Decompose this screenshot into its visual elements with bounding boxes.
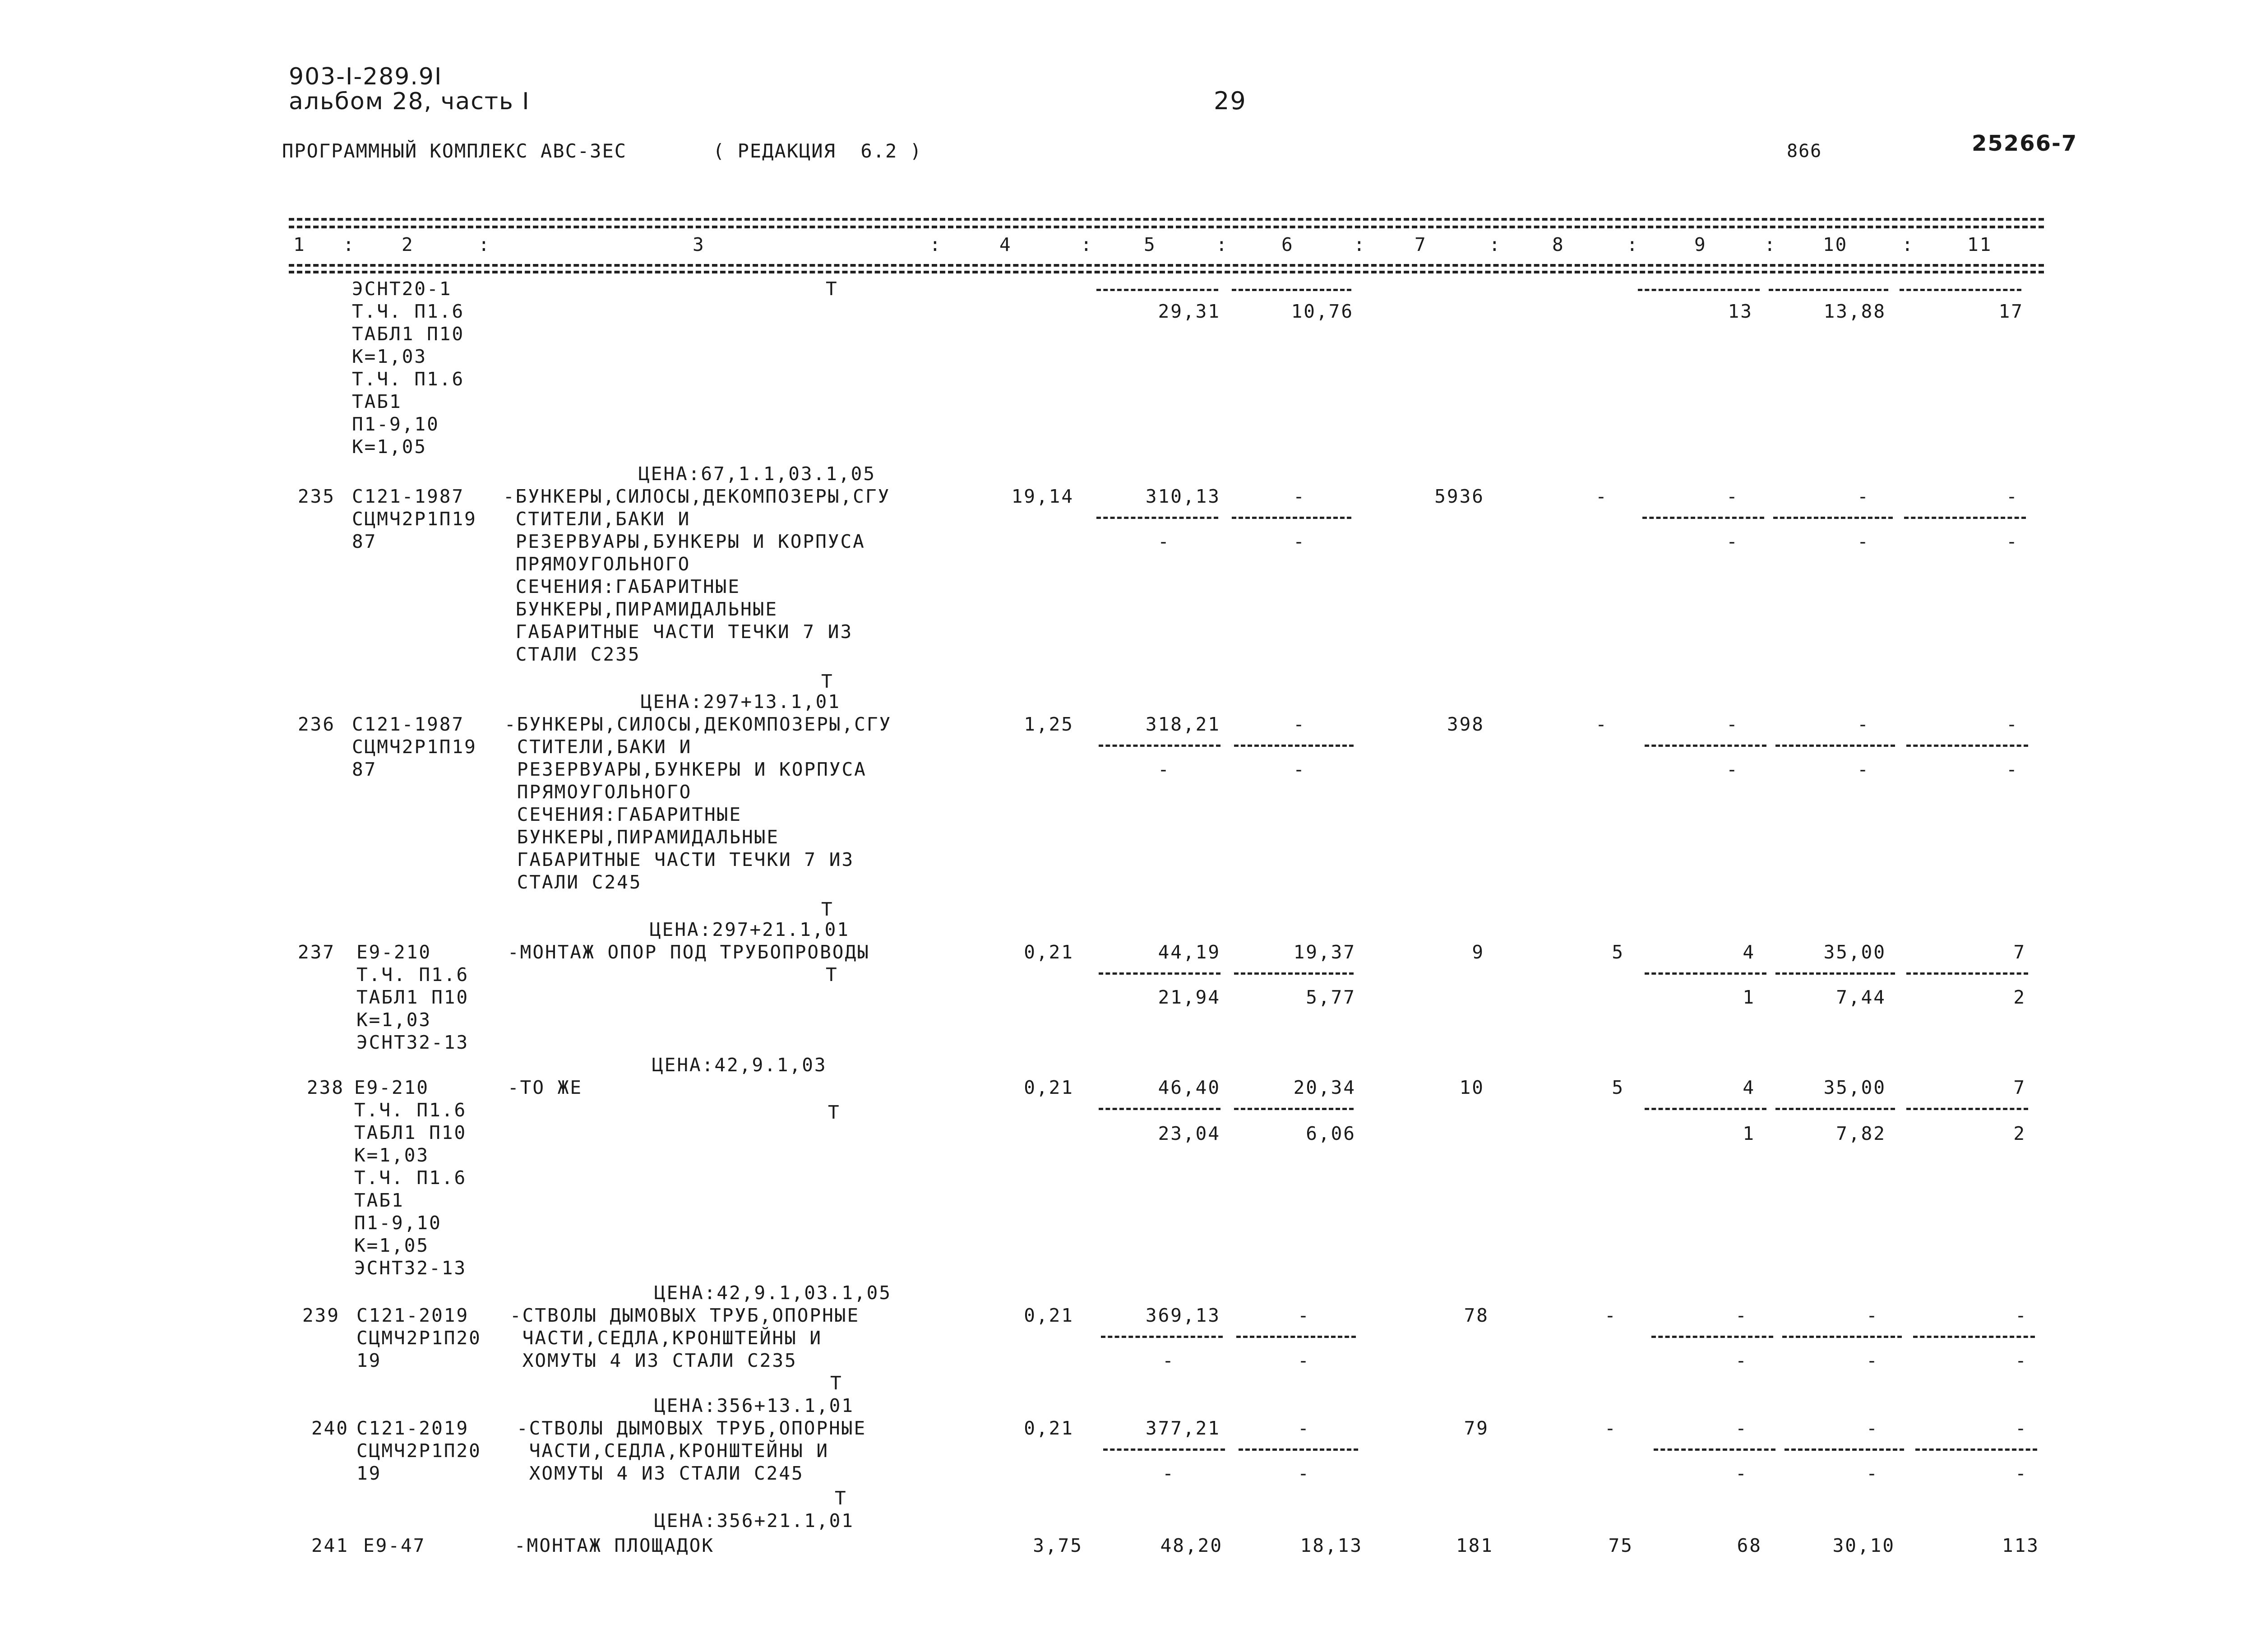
price-line: ЦЕНА:356+21.1,01 — [654, 1510, 854, 1532]
t-mark: Т — [828, 1101, 841, 1123]
price-line: ЦЕНА:67,1.1,03.1,05 — [638, 463, 876, 485]
t-mark: Т — [821, 671, 834, 692]
ref-866: 866 — [1787, 141, 1822, 162]
row-number: 236 — [298, 713, 336, 735]
price-line: ЦЕНА:42,9.1,03.1,05 — [654, 1282, 892, 1304]
description-cell: -МОНТАЖ ОПОР ПОД ТРУБОПРОВОДЫ — [508, 941, 870, 963]
header-bottom-rule-2 — [289, 271, 2044, 273]
row-number: 235 — [298, 486, 336, 507]
code-cell: ЭСНТ20-1 Т.Ч. П1.6 ТАБЛ1 П10 К=1,03 Т.Ч. П1.6 ТАБ1 П1-9,10 К=1,05 — [352, 278, 465, 458]
t-mark: Т — [826, 278, 838, 300]
col-6: 6 — [1281, 234, 1294, 255]
page-number: 29 — [1214, 87, 1247, 115]
code-cell: Е9-210 Т.Ч. П1.6 ТАБЛ1 П10 К=1,03 ЭСНТ32-13 — [356, 941, 469, 1053]
price-line: ЦЕНА:356+13.1,01 — [654, 1395, 854, 1416]
t-mark: Т — [821, 898, 834, 920]
code-cell: Е9-47 — [363, 1535, 426, 1556]
col-7: 7 — [1415, 234, 1427, 255]
col-10: 10 — [1823, 234, 1848, 255]
top-rule-2 — [289, 226, 2044, 228]
album-label: альбом 28, часть I — [289, 88, 530, 115]
table-area: 1 : 2 : 3 : 4 : 5 : 6 : 7 : 8 : 9 : 10 : 11 ЭСНТ20-1 Т.Ч. П1.6 ТАБЛ1 П10 К=1,03 Т.Ч. П1.6 ТАБ1 П1-9,10 К=1,05 Т 29,31 10,76 13 13,88 17 ЦЕНА:67,1.1,03.1,05 235 С121-1987 СЦМЧ2Р1П19 87 -БУНКЕРЫ,СИЛОСЫ,ДЕКОМПОЗЕРЫ,СГУ СТИТЕЛИ,БАКИ И РЕЗЕРВУАРЫ,БУНКЕРЫ И КОРПУСА ПРЯМОУГОЛЬНОГО СЕЧЕНИЯ:ГАБАРИТНЫЕ БУНКЕРЫ,ПИРАМИДАЛЬНЫЕ ГАБАРИТНЫЕ ЧАСТИ ТЕЧКИ 7 ИЗ СТАЛИ С235 Т 19,14 310,13 - 5936 - - - - - - - - - ЦЕНА:297+13.1,01 236 С121-1987 СЦМЧ2Р1П19 87 -БУНКЕРЫ,СИЛОСЫ,ДЕКОМПОЗЕРЫ,СГУ СТИТЕЛИ,БАКИ И РЕЗЕРВУАРЫ,БУНКЕРЫ И КОРПУСА ПРЯМОУГОЛЬНОГО СЕЧЕНИЯ:ГАБАРИТНЫЕ БУНКЕРЫ,ПИРАМИДАЛЬНЫЕ ГАБАРИТНЫЕ ЧАСТИ ТЕЧКИ 7 ИЗ СТАЛИ С245 Т 1,25 318,21 - 398 - - - - - - - - - ЦЕНА:297+21.1,01 237 Е9-210 Т.Ч. П1.6 ТАБЛ1 П10 К=1,03 ЭСНТ32-13 -МОНТАЖ ОПОР ПОД ТРУБОПРОВОДЫ Т 0,21 44,19 19,37 9 5 4 35,00 7 21,94 5,77 1 7,44 2 ЦЕНА:42,9.1,03 238 Е9-210 Т.Ч. П1.6 ТАБЛ1 П10 К=1,03 Т.Ч. П1.6 ТАБ1 П1-9,10 К=1,05 ЭСНТ32-13 -ТО ЖЕ Т 0,21 46,40 20,34 10 5 4 35,00 7 23,04 6,06 1 7,82 2 ЦЕНА:42,9.1,03.1,05 239 С121-2019 СЦМЧ2Р1П20 19 -СТВОЛЫ ДЫМОВЫХ ТРУБ,ОПОРНЫЕ ЧАСТИ,СЕДЛА,КРОНШТЕЙНЫ И ХОМУТЫ 4 ИЗ СТАЛИ С235 Т 0,21 369,13 - 78 - - - - - - - - - ЦЕНА:356+13.1,01 240 С121-2019 СЦМЧ2Р1П20 19 -СТВОЛЫ ДЫМОВЫХ ТРУБ,ОПОРНЫЕ ЧАСТИ,СЕДЛА,КРОНШТЕЙНЫ И ХОМУТЫ 4 ИЗ СТАЛИ С245 Т 0,21 377,21 - 79 - - - - - - - - - ЦЕНА:356+21.1,01 241 Е9-47 -МОНТАЖ ПЛОЩАДОК 3,75 48,20 18,13 181 75 68 30,10 113 — [289, 61, 2256, 1640]
code-cell: С121-2019 СЦМЧ2Р1П20 19 — [356, 1417, 481, 1484]
doc-code: 903-I-289.9I — [289, 63, 443, 90]
t-mark: Т — [826, 964, 838, 986]
col-11: 11 — [1967, 234, 1992, 255]
header-bottom-rule-1 — [289, 264, 2044, 267]
col-2: 2 — [402, 234, 414, 255]
edition-label: ( РЕДАКЦИЯ 6.2 ) — [713, 140, 922, 162]
t-mark: Т — [830, 1372, 843, 1394]
price-line: ЦЕНА:42,9.1,03 — [652, 1054, 827, 1076]
description-cell: -ТО ЖЕ — [508, 1077, 583, 1098]
price-line: ЦЕНА:297+21.1,01 — [650, 919, 850, 940]
price-line: ЦЕНА:297+13.1,01 — [641, 691, 841, 713]
description-cell: -СТВОЛЫ ДЫМОВЫХ ТРУБ,ОПОРНЫЕ ЧАСТИ,СЕДЛА,КРОНШТЕЙНЫ И ХОМУТЫ 4 ИЗ СТАЛИ С235 — [510, 1305, 860, 1371]
col-9: 9 — [1694, 234, 1707, 255]
description-cell: -СТВОЛЫ ДЫМОВЫХ ТРУБ,ОПОРНЫЕ ЧАСТИ,СЕДЛА,КРОНШТЕЙНЫ И ХОМУТЫ 4 ИЗ СТАЛИ С245 — [517, 1417, 867, 1484]
col-8: 8 — [1552, 234, 1565, 255]
code-cell: Е9-210 Т.Ч. П1.6 ТАБЛ1 П10 К=1,03 Т.Ч. П1.6 ТАБ1 П1-9,10 К=1,05 ЭСНТ32-13 — [354, 1077, 467, 1279]
col-1: 1 — [293, 234, 306, 255]
program-title: ПРОГРАММНЫЙ КОМПЛЕКС АВС-3ЕС — [282, 140, 627, 162]
row-number: 238 — [307, 1077, 345, 1098]
row-number: 241 — [311, 1535, 349, 1556]
code-cell: С121-1987 СЦМЧ2Р1П19 87 — [352, 486, 477, 552]
description-cell: -БУНКЕРЫ,СИЛОСЫ,ДЕКОМПОЗЕРЫ,СГУ СТИТЕЛИ,БАКИ И РЕЗЕРВУАРЫ,БУНКЕРЫ И КОРПУСА ПРЯМОУГОЛЬНОГО СЕЧЕНИЯ:ГАБАРИТНЫЕ БУНКЕРЫ,ПИРАМИДАЛЬНЫЕ ГАБАРИТНЫЕ ЧАСТИ ТЕЧКИ 7 ИЗ СТАЛИ С245 — [504, 713, 892, 893]
col-4: 4 — [999, 234, 1012, 255]
t-mark: Т — [835, 1487, 847, 1509]
description-cell: -БУНКЕРЫ,СИЛОСЫ,ДЕКОМПОЗЕРЫ,СГУ СТИТЕЛИ,БАКИ И РЕЗЕРВУАРЫ,БУНКЕРЫ И КОРПУСА ПРЯМОУГОЛЬНОГО СЕЧЕНИЯ:ГАБАРИТНЫЕ БУНКЕРЫ,ПИРАМИДАЛЬНЫЕ ГАБАРИТНЫЕ ЧАСТИ ТЕЧКИ 7 ИЗ СТАЛИ С235 — [503, 486, 891, 665]
code-cell: С121-2019 СЦМЧ2Р1П20 19 — [356, 1305, 481, 1371]
col-3: 3 — [693, 234, 705, 255]
row-number: 240 — [311, 1417, 349, 1439]
col-5: 5 — [1144, 234, 1156, 255]
ref-25266: 25266-7 — [1972, 131, 2078, 156]
top-rule-1 — [289, 218, 2044, 221]
code-cell: С121-1987 СЦМЧ2Р1П19 87 — [352, 713, 477, 780]
row-number: 237 — [298, 941, 336, 963]
row-number: 239 — [302, 1305, 340, 1326]
description-cell: -МОНТАЖ ПЛОЩАДОК — [514, 1535, 714, 1556]
